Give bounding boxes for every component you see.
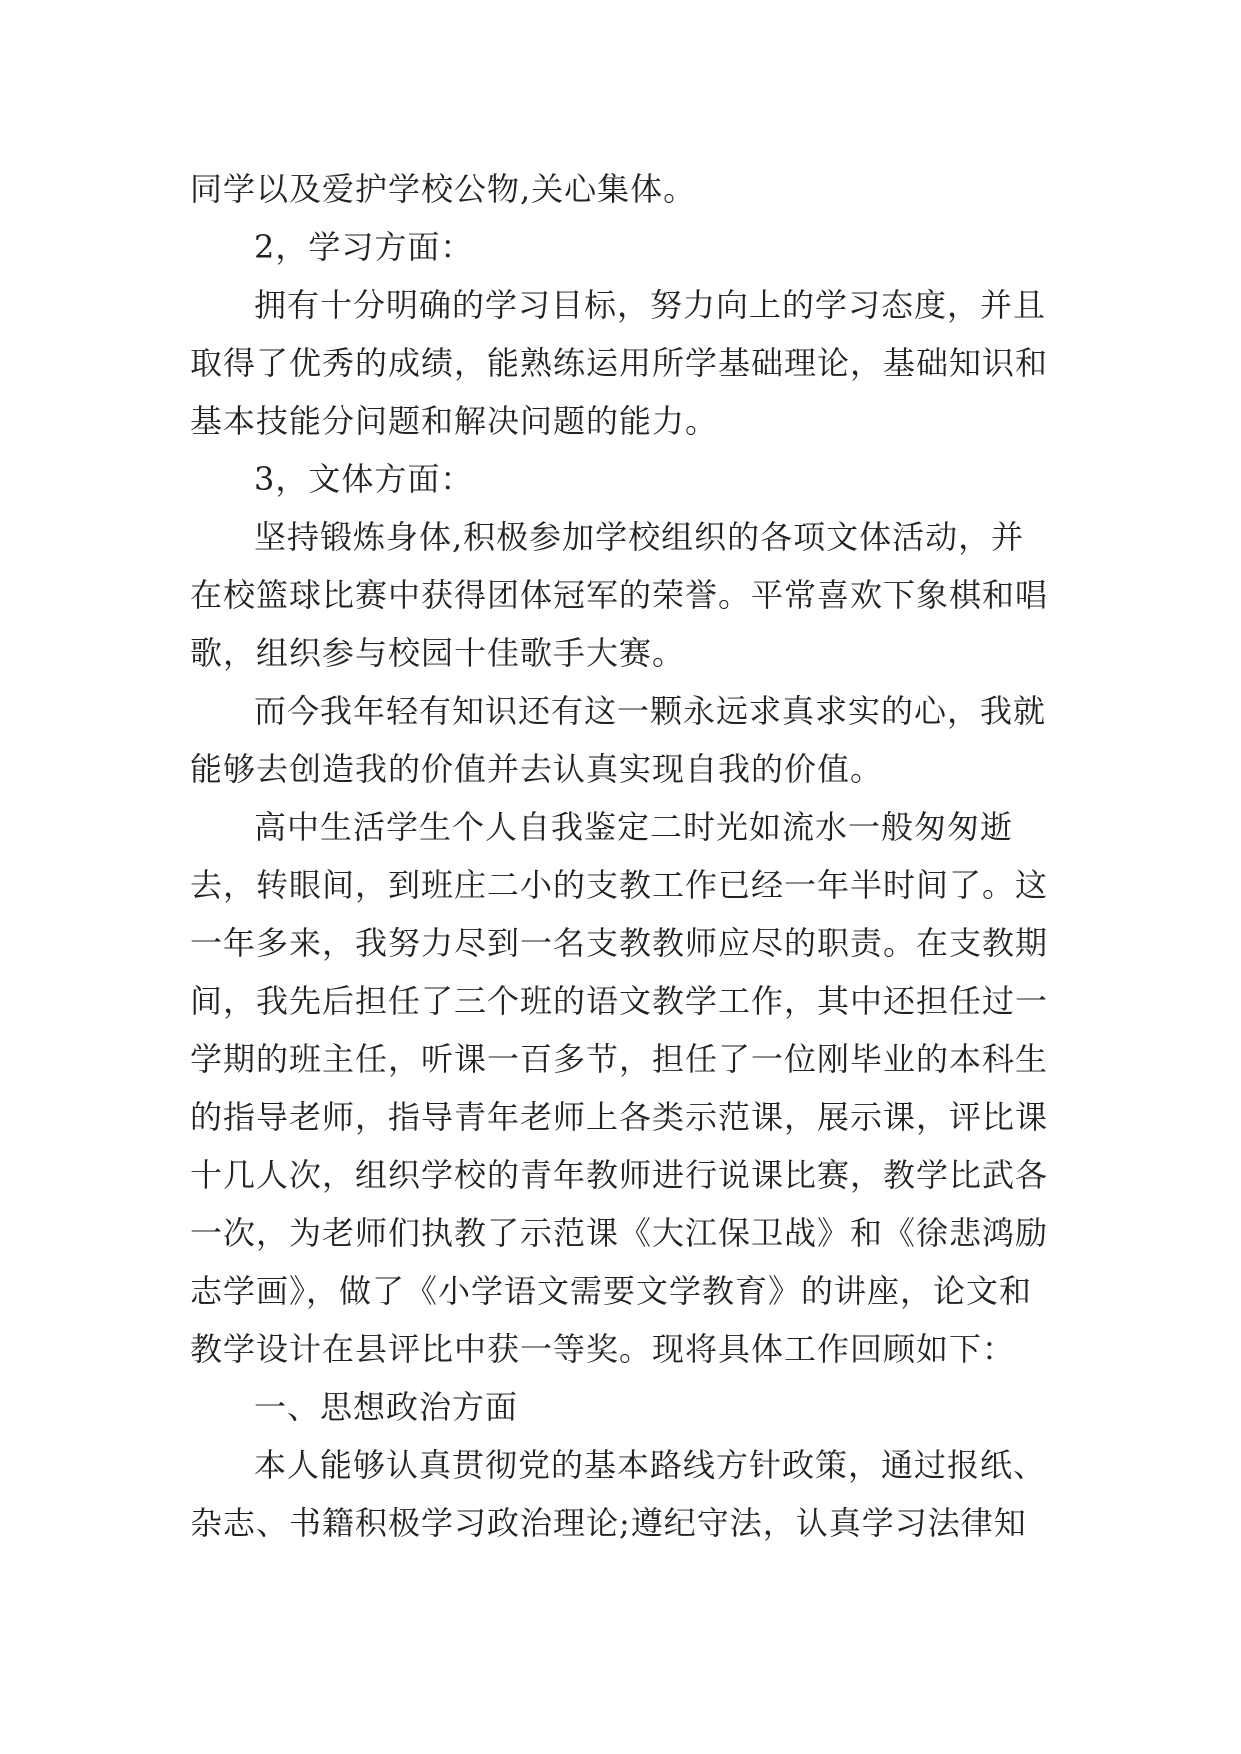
text-line: 3，文体方面： [254, 460, 474, 498]
text-line: 2，学习方面： [254, 228, 474, 266]
text-line: 而今我年轻有知识还有这一颗永远求真求实的心，我就 [254, 692, 1047, 730]
text-line: 拥有十分明确的学习目标，努力向上的学习态度，并且 [254, 286, 1047, 324]
text-line: 能够去创造我的价值并去认真实现自我的价值。 [190, 750, 884, 788]
text-line: 歌，组织参与校园十佳歌手大赛。 [190, 634, 686, 672]
text-line: 志学画》，做了《小学语文需要文学教育》的讲座，论文和 [190, 1272, 1033, 1310]
text-line: 教学设计在县评比中获一等奖。现将具体工作回顾如下： [190, 1330, 1016, 1368]
text-line: 的指导老师，指导青年老师上各类示范课，展示课，评比课 [190, 1098, 1049, 1136]
text-line: 坚持锻炼身体,积极参加学校组织的各项文体活动，并 [254, 518, 1025, 556]
text-line: 一次，为老师们执教了示范课《大江保卫战》和《徐悲鸿励 [190, 1214, 1049, 1252]
text-line: 一年多来，我努力尽到一名支教教师应尽的职责。在支教期 [190, 924, 1049, 962]
text-line: 同学以及爱护学校公物,关心集体。 [190, 170, 697, 208]
text-line: 学期的班主任，听课一百多节，担任了一位刚毕业的本科生 [190, 1040, 1049, 1078]
text-line: 十几人次，组织学校的青年教师进行说课比赛，教学比武各 [190, 1156, 1049, 1194]
text-line: 基本技能分问题和解决问题的能力。 [190, 402, 719, 440]
text-line: 杂志、书籍积极学习政治理论;遵纪守法，认真学习法律知 [190, 1504, 1027, 1542]
text-line: 在校篮球比赛中获得团体冠军的荣誉。平常喜欢下象棋和唱 [190, 576, 1049, 614]
text-line: 一、思想政治方面 [254, 1388, 519, 1426]
text-line: 本人能够认真贯彻党的基本路线方针政策，通过报纸、 [254, 1446, 1047, 1484]
text-line: 去，转眼间，到班庄二小的支教工作已经一年半时间了。这 [190, 866, 1049, 904]
text-line: 高中生活学生个人自我鉴定二时光如流水一般匆匆逝 [254, 808, 1014, 846]
text-line: 间，我先后担任了三个班的语文教学工作，其中还担任过一 [190, 982, 1049, 1020]
text-line: 取得了优秀的成绩，能熟练运用所学基础理论，基础知识和 [190, 344, 1049, 382]
document-body [190, 160, 1070, 1552]
